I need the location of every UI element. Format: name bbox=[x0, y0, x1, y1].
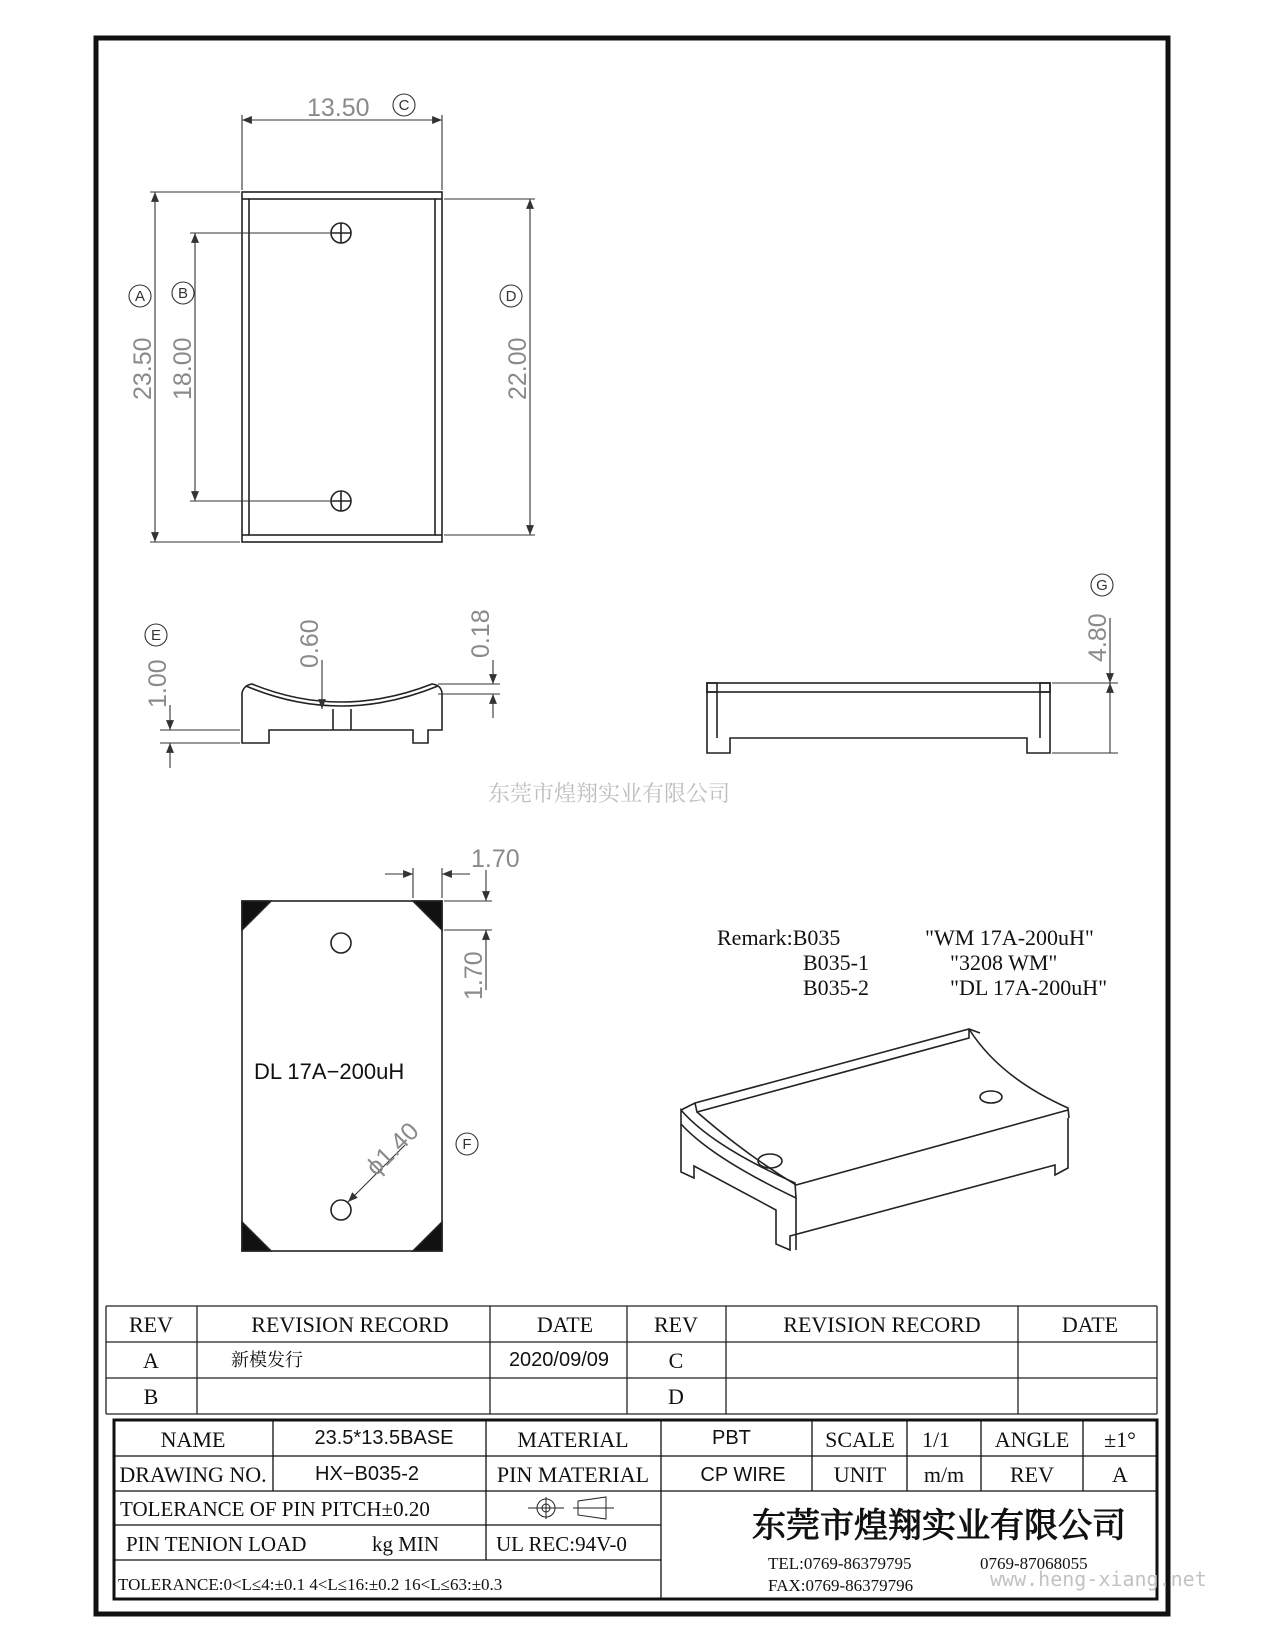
angle-value: ±1° bbox=[1104, 1427, 1136, 1452]
dim-inner-length: 22.00 bbox=[504, 337, 532, 400]
callout-c bbox=[393, 94, 415, 116]
angle-label: ANGLE bbox=[994, 1427, 1070, 1452]
pin-tension-value: kg MIN bbox=[372, 1532, 440, 1556]
rev-value: A bbox=[1112, 1462, 1128, 1487]
svg-text:C: C bbox=[398, 97, 410, 114]
material-value: PBT bbox=[712, 1427, 751, 1449]
remark-label-2: B035-2 bbox=[803, 975, 869, 1000]
remark-label-0: Remark:B035 bbox=[717, 925, 841, 950]
scale-label: SCALE bbox=[825, 1427, 895, 1452]
dim-pin-pitch: 18.00 bbox=[169, 337, 197, 400]
callout-g bbox=[1091, 574, 1113, 596]
watermark-text: 东莞市煌翔实业有限公司 bbox=[488, 782, 731, 807]
company-name: 东莞市煌翔实业有限公司 bbox=[752, 1508, 1126, 1545]
front-view bbox=[242, 684, 442, 743]
tel2-line: 0769-87068055 bbox=[980, 1554, 1088, 1573]
revision-table-text bbox=[129, 1312, 1118, 1409]
date-header-right: DATE bbox=[1061, 1312, 1119, 1337]
side-view bbox=[707, 683, 1050, 753]
drawing-no-label: DRAWING NO. bbox=[119, 1462, 267, 1487]
rev-c: C bbox=[668, 1348, 684, 1373]
remark-value-2: "DL 17A-200uH" bbox=[950, 975, 1108, 1000]
record-header-left: REVISION RECORD bbox=[251, 1312, 449, 1337]
title-block-text bbox=[118, 1427, 1207, 1595]
projection-symbol-icon bbox=[528, 1497, 614, 1519]
callout-f bbox=[456, 1133, 478, 1155]
rev-label: REV bbox=[1010, 1462, 1054, 1487]
callout-b bbox=[172, 282, 194, 304]
website-text: www.heng-xiang.net bbox=[990, 1567, 1207, 1591]
dim-wall: 0.18 bbox=[467, 609, 495, 658]
remarks bbox=[717, 925, 1107, 1000]
callout-a bbox=[129, 285, 151, 307]
name-value: 23.5*13.5BASE bbox=[314, 1427, 454, 1449]
tolerance-pitch: TOLERANCE OF PIN PITCH±0.20 bbox=[120, 1497, 430, 1521]
record-a: 新模发行 bbox=[231, 1350, 303, 1371]
callout-e bbox=[145, 624, 167, 646]
dim-hole-dia: ϕ1.40 bbox=[360, 1117, 425, 1182]
top-view bbox=[242, 192, 442, 542]
fax-line: FAX:0769-86379796 bbox=[768, 1576, 914, 1595]
svg-text:B: B bbox=[177, 285, 189, 302]
dim-height-e: 1.00 bbox=[144, 659, 172, 708]
record-header-right: REVISION RECORD bbox=[783, 1312, 981, 1337]
pin-material-label: PIN MATERIAL bbox=[496, 1462, 650, 1487]
dim-curve-depth: 0.60 bbox=[296, 619, 324, 668]
scale-value: 1/1 bbox=[921, 1427, 951, 1452]
pin-material-value: CP WIRE bbox=[700, 1464, 786, 1486]
isometric-view bbox=[681, 1029, 1069, 1250]
top-view-dimensions bbox=[150, 115, 535, 542]
svg-text:G: G bbox=[1096, 577, 1108, 594]
svg-text:D: D bbox=[505, 288, 517, 305]
drawing-no-value: HX−B035-2 bbox=[315, 1463, 419, 1485]
dim-chamfer-x: 1.70 bbox=[471, 845, 520, 873]
date-header-left: DATE bbox=[536, 1312, 594, 1337]
rev-header-left: REV bbox=[129, 1312, 173, 1337]
rev-d: D bbox=[668, 1384, 684, 1409]
rev-header-right: REV bbox=[654, 1312, 698, 1337]
dim-chamfer-y: 1.70 bbox=[460, 951, 488, 1000]
unit-value: m/m bbox=[923, 1462, 965, 1487]
dim-height-g: 4.80 bbox=[1084, 613, 1112, 662]
svg-text:E: E bbox=[150, 627, 162, 644]
date-a: 2020/09/09 bbox=[508, 1349, 610, 1371]
remark-label-1: B035-1 bbox=[803, 950, 869, 975]
ul-rec: UL REC:94V-0 bbox=[496, 1532, 627, 1556]
material-label: MATERIAL bbox=[517, 1427, 629, 1452]
unit-label: UNIT bbox=[833, 1462, 887, 1487]
dim-width: 13.50 bbox=[307, 94, 370, 122]
front-view-dimensions bbox=[160, 660, 500, 768]
tel-line: TEL:0769-86379795 bbox=[768, 1554, 912, 1573]
remark-value-0: "WM 17A-200uH" bbox=[925, 925, 1094, 950]
callout-d bbox=[500, 285, 522, 307]
pin-tension-label: PIN TENION LOAD bbox=[126, 1532, 307, 1556]
tolerance-general: TOLERANCE:0<L≤4:±0.1 4<L≤16:±0.2 16<L≤63:±0.3 bbox=[118, 1575, 503, 1594]
dim-length: 23.50 bbox=[129, 337, 157, 400]
svg-text:F: F bbox=[462, 1136, 472, 1153]
remark-value-1: "3208 WM" bbox=[950, 950, 1058, 975]
bottom-marking-text: DL 17A−200uH bbox=[254, 1059, 405, 1084]
name-label: NAME bbox=[160, 1427, 226, 1452]
rev-b: B bbox=[143, 1384, 159, 1409]
svg-text:A: A bbox=[134, 288, 146, 305]
rev-a: A bbox=[143, 1348, 159, 1373]
